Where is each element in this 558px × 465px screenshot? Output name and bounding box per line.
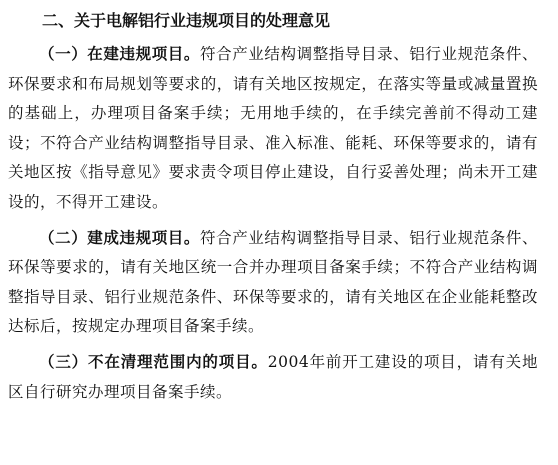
paragraph-lead-out-of-scope: （三）不在清理范围内的项目。 <box>39 352 268 371</box>
paragraph-body-under-construction: 符合产业结构调整指导目录、铝行业规范条件、环保要求和布局规划等要求的，请有关地区按规定，在落实等量或减量置换的基础上，办理项目备案手续；无用地手续的，在手续完善前不得动工建设；不符合产业结构调整指导目录、准入标准、能耗、环保等要求的，请有关地区按《指导意见》要求责令项目停止建设，自行妥善处理；尚未开工建设的，不得开工建设。 <box>8 45 538 211</box>
paragraph-lead-under-construction: （一）在建违规项目。 <box>39 45 200 63</box>
paragraph-out-of-scope <box>8 348 538 407</box>
paragraph-completed <box>8 224 538 342</box>
paragraph-body-out-of-scope: 2004年前开工建设的项目，请有关地区自行研究办理项目备案手续。 <box>8 352 538 401</box>
paragraph-lead-completed: （二）建成违规项目。 <box>39 228 200 247</box>
section-heading: 二、关于电解铝行业违规项目的处理意见 <box>42 11 331 30</box>
paragraph-body-completed: 符合产业结构调整指导目录、铝行业规范条件、环保等要求的，请有关地区统一合并办理项目备案手续；不符合产业结构调整指导目录、铝行业规范条件、环保等要求的，请有关地区在企业能耗整改达标后，按规定办理项目备案手续。 <box>8 228 538 336</box>
paragraph-under-construction <box>8 40 538 218</box>
